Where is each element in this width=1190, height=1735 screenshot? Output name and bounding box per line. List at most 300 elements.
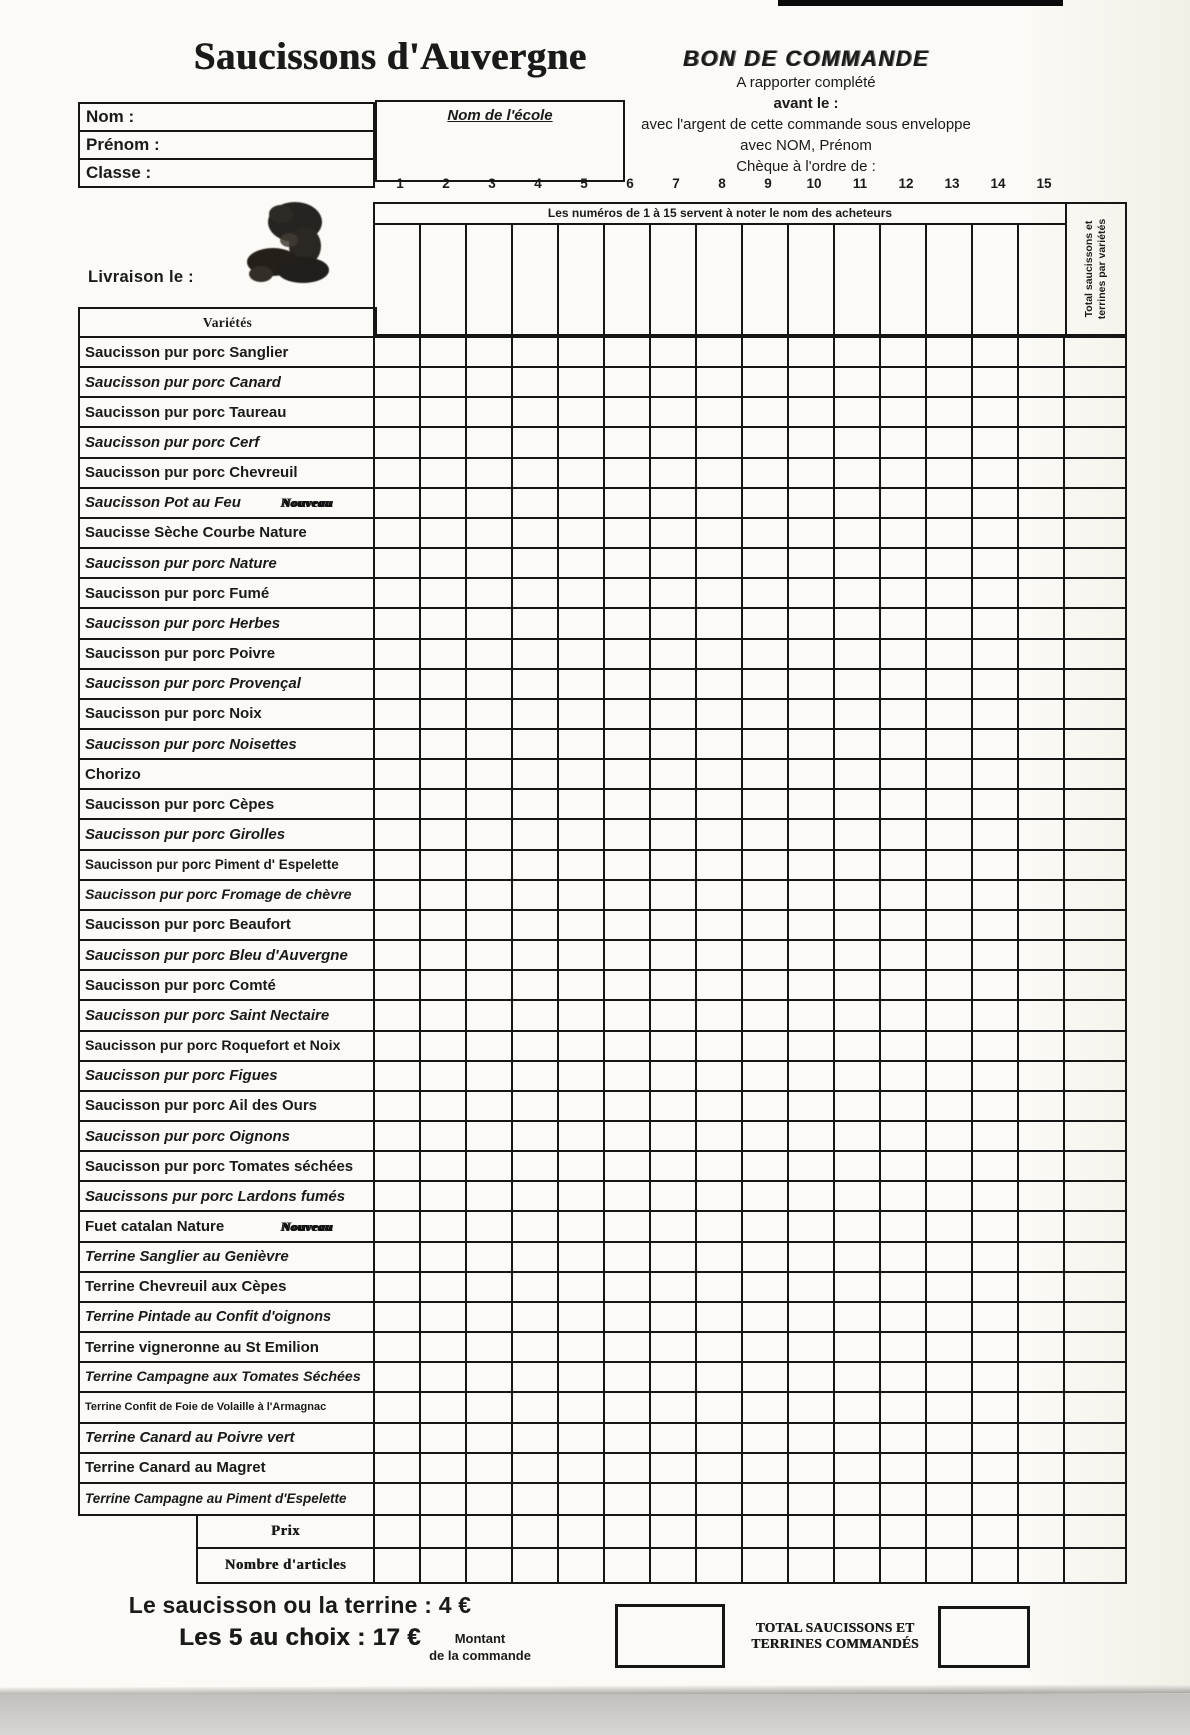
count-cell[interactable] [605,1549,651,1582]
qty-cell[interactable] [973,1182,1019,1212]
qty-cell[interactable] [789,941,835,971]
qty-cell[interactable] [651,1152,697,1182]
qty-cell[interactable] [881,640,927,670]
qty-cell[interactable] [467,1062,513,1092]
qty-cell[interactable] [927,1424,973,1454]
qty-cell[interactable] [1019,911,1065,941]
qty-cell[interactable] [605,971,651,1001]
qty-cell[interactable] [881,820,927,850]
qty-cell[interactable] [697,1182,743,1212]
qty-cell[interactable] [835,489,881,519]
qty-cell[interactable] [651,1122,697,1152]
qty-cell[interactable] [973,700,1019,730]
qty-cell[interactable] [513,1393,559,1423]
qty-cell[interactable] [421,1182,467,1212]
qty-cell[interactable] [697,1333,743,1363]
qty-cell[interactable] [927,1092,973,1122]
qty-cell[interactable] [651,911,697,941]
qty-cell[interactable] [467,1273,513,1303]
qty-cell[interactable] [835,911,881,941]
qty-cell[interactable] [605,1484,651,1514]
row-total-cell[interactable] [1065,851,1125,881]
qty-cell[interactable] [835,730,881,760]
qty-cell[interactable] [651,1001,697,1031]
qty-cell[interactable] [743,820,789,850]
qty-cell[interactable] [1019,1393,1065,1423]
order-amount-box[interactable] [615,1604,725,1668]
qty-cell[interactable] [467,670,513,700]
qty-cell[interactable] [697,1363,743,1393]
qty-cell[interactable] [743,790,789,820]
count-cell[interactable] [375,1549,421,1582]
qty-cell[interactable] [835,1454,881,1484]
buyer-name-cell[interactable] [421,225,467,334]
qty-cell[interactable] [421,489,467,519]
qty-cell[interactable] [927,670,973,700]
qty-cell[interactable] [605,670,651,700]
qty-cell[interactable] [743,971,789,1001]
qty-cell[interactable] [697,1484,743,1514]
qty-cell[interactable] [697,941,743,971]
qty-cell[interactable] [973,1484,1019,1514]
qty-cell[interactable] [421,971,467,1001]
qty-cell[interactable] [927,1484,973,1514]
count-cell[interactable] [513,1549,559,1582]
qty-cell[interactable] [697,579,743,609]
qty-cell[interactable] [375,1032,421,1062]
qty-cell[interactable] [651,820,697,850]
row-total-cell[interactable] [1065,670,1125,700]
qty-cell[interactable] [881,1484,927,1514]
qty-cell[interactable] [513,338,559,368]
qty-cell[interactable] [835,1484,881,1514]
buyer-name-cell[interactable] [513,225,559,334]
qty-cell[interactable] [927,519,973,549]
qty-cell[interactable] [559,549,605,579]
count-cell[interactable] [743,1549,789,1582]
qty-cell[interactable] [697,1062,743,1092]
qty-cell[interactable] [513,1122,559,1152]
qty-cell[interactable] [697,489,743,519]
qty-cell[interactable] [881,1001,927,1031]
qty-cell[interactable] [1019,670,1065,700]
qty-cell[interactable] [651,1363,697,1393]
qty-cell[interactable] [513,700,559,730]
qty-cell[interactable] [973,489,1019,519]
row-total-cell[interactable] [1065,640,1125,670]
qty-cell[interactable] [789,790,835,820]
qty-cell[interactable] [881,700,927,730]
qty-cell[interactable] [1019,1484,1065,1514]
price-cell[interactable] [1065,1516,1125,1549]
qty-cell[interactable] [835,820,881,850]
qty-cell[interactable] [605,760,651,790]
qty-cell[interactable] [513,1243,559,1273]
qty-cell[interactable] [881,851,927,881]
qty-cell[interactable] [513,760,559,790]
qty-cell[interactable] [835,1424,881,1454]
buyer-name-cell[interactable] [881,225,927,334]
buyer-name-cell[interactable] [467,225,513,334]
qty-cell[interactable] [789,549,835,579]
qty-cell[interactable] [375,1243,421,1273]
qty-cell[interactable] [697,790,743,820]
qty-cell[interactable] [375,398,421,428]
qty-cell[interactable] [421,670,467,700]
qty-cell[interactable] [927,1182,973,1212]
qty-cell[interactable] [467,1001,513,1031]
qty-cell[interactable] [927,609,973,639]
qty-cell[interactable] [559,790,605,820]
qty-cell[interactable] [605,820,651,850]
qty-cell[interactable] [835,1243,881,1273]
qty-cell[interactable] [835,1363,881,1393]
row-total-cell[interactable] [1065,730,1125,760]
qty-cell[interactable] [559,1032,605,1062]
qty-cell[interactable] [513,730,559,760]
qty-cell[interactable] [467,700,513,730]
qty-cell[interactable] [513,1303,559,1333]
qty-cell[interactable] [513,1484,559,1514]
qty-cell[interactable] [421,851,467,881]
qty-cell[interactable] [697,730,743,760]
qty-cell[interactable] [605,519,651,549]
qty-cell[interactable] [743,338,789,368]
qty-cell[interactable] [789,1454,835,1484]
qty-cell[interactable] [421,790,467,820]
qty-cell[interactable] [421,1484,467,1514]
buyer-name-cell[interactable] [697,225,743,334]
qty-cell[interactable] [789,971,835,1001]
qty-cell[interactable] [605,941,651,971]
qty-cell[interactable] [605,851,651,881]
nom-field[interactable]: Nom : [80,104,373,132]
row-total-cell[interactable] [1065,1062,1125,1092]
qty-cell[interactable] [559,1062,605,1092]
qty-cell[interactable] [421,1363,467,1393]
qty-cell[interactable] [513,851,559,881]
qty-cell[interactable] [743,398,789,428]
qty-cell[interactable] [467,971,513,1001]
qty-cell[interactable] [927,1212,973,1242]
buyer-name-cell[interactable] [651,225,697,334]
qty-cell[interactable] [973,851,1019,881]
qty-cell[interactable] [513,1212,559,1242]
qty-cell[interactable] [651,398,697,428]
qty-cell[interactable] [513,911,559,941]
qty-cell[interactable] [559,1152,605,1182]
qty-cell[interactable] [467,640,513,670]
qty-cell[interactable] [605,1303,651,1333]
qty-cell[interactable] [467,1122,513,1152]
qty-cell[interactable] [605,730,651,760]
qty-cell[interactable] [1019,971,1065,1001]
qty-cell[interactable] [743,760,789,790]
qty-cell[interactable] [835,640,881,670]
qty-cell[interactable] [881,760,927,790]
qty-cell[interactable] [605,338,651,368]
qty-cell[interactable] [881,881,927,911]
count-cell[interactable] [651,1549,697,1582]
qty-cell[interactable] [789,1333,835,1363]
qty-cell[interactable] [605,1454,651,1484]
qty-cell[interactable] [559,851,605,881]
qty-cell[interactable] [651,881,697,911]
qty-cell[interactable] [559,730,605,760]
qty-cell[interactable] [375,760,421,790]
qty-cell[interactable] [973,760,1019,790]
qty-cell[interactable] [1019,368,1065,398]
qty-cell[interactable] [973,1454,1019,1484]
qty-cell[interactable] [881,519,927,549]
qty-cell[interactable] [789,730,835,760]
qty-cell[interactable] [697,338,743,368]
qty-cell[interactable] [927,851,973,881]
qty-cell[interactable] [559,1333,605,1363]
qty-cell[interactable] [697,609,743,639]
qty-cell[interactable] [513,1032,559,1062]
row-total-cell[interactable] [1065,1182,1125,1212]
qty-cell[interactable] [513,790,559,820]
qty-cell[interactable] [743,459,789,489]
qty-cell[interactable] [513,1062,559,1092]
qty-cell[interactable] [421,459,467,489]
qty-cell[interactable] [973,730,1019,760]
qty-cell[interactable] [835,428,881,458]
qty-cell[interactable] [743,1032,789,1062]
count-cell[interactable] [789,1549,835,1582]
qty-cell[interactable] [421,1454,467,1484]
qty-cell[interactable] [697,851,743,881]
qty-cell[interactable] [421,1062,467,1092]
qty-cell[interactable] [605,1273,651,1303]
qty-cell[interactable] [467,760,513,790]
qty-cell[interactable] [651,1032,697,1062]
qty-cell[interactable] [421,911,467,941]
qty-cell[interactable] [697,911,743,941]
qty-cell[interactable] [605,1424,651,1454]
qty-cell[interactable] [973,1303,1019,1333]
qty-cell[interactable] [467,820,513,850]
qty-cell[interactable] [375,519,421,549]
qty-cell[interactable] [651,1182,697,1212]
qty-cell[interactable] [835,1092,881,1122]
qty-cell[interactable] [513,1182,559,1212]
price-cell[interactable] [513,1516,559,1549]
row-total-cell[interactable] [1065,1424,1125,1454]
qty-cell[interactable] [973,971,1019,1001]
qty-cell[interactable] [651,851,697,881]
qty-cell[interactable] [835,1182,881,1212]
qty-cell[interactable] [881,1303,927,1333]
qty-cell[interactable] [1019,609,1065,639]
row-total-cell[interactable] [1065,1484,1125,1514]
qty-cell[interactable] [651,368,697,398]
qty-cell[interactable] [789,820,835,850]
qty-cell[interactable] [375,609,421,639]
price-cell[interactable] [881,1516,927,1549]
qty-cell[interactable] [789,1212,835,1242]
qty-cell[interactable] [743,1424,789,1454]
qty-cell[interactable] [559,1363,605,1393]
qty-cell[interactable] [605,1092,651,1122]
qty-cell[interactable] [973,1032,1019,1062]
qty-cell[interactable] [743,700,789,730]
qty-cell[interactable] [835,760,881,790]
qty-cell[interactable] [973,1092,1019,1122]
qty-cell[interactable] [559,911,605,941]
qty-cell[interactable] [789,609,835,639]
qty-cell[interactable] [789,760,835,790]
qty-cell[interactable] [835,1303,881,1333]
qty-cell[interactable] [605,1182,651,1212]
qty-cell[interactable] [927,1243,973,1273]
qty-cell[interactable] [697,881,743,911]
row-total-cell[interactable] [1065,489,1125,519]
price-cell[interactable] [605,1516,651,1549]
qty-cell[interactable] [743,519,789,549]
qty-cell[interactable] [513,941,559,971]
qty-cell[interactable] [651,1424,697,1454]
qty-cell[interactable] [835,459,881,489]
qty-cell[interactable] [1019,700,1065,730]
qty-cell[interactable] [743,1152,789,1182]
qty-cell[interactable] [375,368,421,398]
row-total-cell[interactable] [1065,549,1125,579]
qty-cell[interactable] [1019,1212,1065,1242]
qty-cell[interactable] [927,338,973,368]
qty-cell[interactable] [881,1032,927,1062]
qty-cell[interactable] [789,1303,835,1333]
row-total-cell[interactable] [1065,1273,1125,1303]
qty-cell[interactable] [375,730,421,760]
qty-cell[interactable] [605,579,651,609]
qty-cell[interactable] [743,911,789,941]
classe-field[interactable]: Classe : [86,163,152,182]
qty-cell[interactable] [421,609,467,639]
qty-cell[interactable] [835,579,881,609]
qty-cell[interactable] [467,338,513,368]
price-cell[interactable] [697,1516,743,1549]
qty-cell[interactable] [605,1243,651,1273]
qty-cell[interactable] [513,428,559,458]
qty-cell[interactable] [559,489,605,519]
qty-cell[interactable] [973,1152,1019,1182]
count-cell[interactable] [835,1549,881,1582]
qty-cell[interactable] [605,609,651,639]
qty-cell[interactable] [1019,640,1065,670]
qty-cell[interactable] [559,1122,605,1152]
qty-cell[interactable] [559,609,605,639]
qty-cell[interactable] [375,1122,421,1152]
qty-cell[interactable] [605,489,651,519]
qty-cell[interactable] [467,911,513,941]
qty-cell[interactable] [881,459,927,489]
row-total-cell[interactable] [1065,1303,1125,1333]
qty-cell[interactable] [973,1212,1019,1242]
qty-cell[interactable] [375,1273,421,1303]
qty-cell[interactable] [697,398,743,428]
qty-cell[interactable] [789,1363,835,1393]
qty-cell[interactable] [881,1092,927,1122]
qty-cell[interactable] [559,1303,605,1333]
qty-cell[interactable] [605,1032,651,1062]
qty-cell[interactable] [743,1454,789,1484]
count-cell[interactable] [881,1549,927,1582]
qty-cell[interactable] [743,1363,789,1393]
row-total-cell[interactable] [1065,428,1125,458]
qty-cell[interactable] [973,1122,1019,1152]
qty-cell[interactable] [835,1122,881,1152]
qty-cell[interactable] [421,881,467,911]
row-total-cell[interactable] [1065,1152,1125,1182]
qty-cell[interactable] [835,1212,881,1242]
qty-cell[interactable] [835,881,881,911]
qty-cell[interactable] [605,1393,651,1423]
qty-cell[interactable] [559,1001,605,1031]
row-total-cell[interactable] [1065,459,1125,489]
qty-cell[interactable] [697,368,743,398]
buyer-name-cell[interactable] [605,225,651,334]
qty-cell[interactable] [375,1212,421,1242]
qty-cell[interactable] [881,368,927,398]
row-total-cell[interactable] [1065,760,1125,790]
qty-cell[interactable] [789,1122,835,1152]
qty-cell[interactable] [927,1454,973,1484]
qty-cell[interactable] [743,368,789,398]
qty-cell[interactable] [467,549,513,579]
qty-cell[interactable] [927,1363,973,1393]
row-total-cell[interactable] [1065,1032,1125,1062]
qty-cell[interactable] [1019,820,1065,850]
buyer-name-cell[interactable] [1019,225,1065,334]
qty-cell[interactable] [421,1273,467,1303]
qty-cell[interactable] [559,1393,605,1423]
qty-cell[interactable] [835,670,881,700]
qty-cell[interactable] [927,911,973,941]
qty-cell[interactable] [421,1001,467,1031]
qty-cell[interactable] [1019,1424,1065,1454]
qty-cell[interactable] [421,1152,467,1182]
row-total-cell[interactable] [1065,1001,1125,1031]
qty-cell[interactable] [743,1303,789,1333]
row-total-cell[interactable] [1065,1393,1125,1423]
qty-cell[interactable] [927,459,973,489]
qty-cell[interactable] [513,820,559,850]
qty-cell[interactable] [605,700,651,730]
qty-cell[interactable] [375,1424,421,1454]
qty-cell[interactable] [651,790,697,820]
qty-cell[interactable] [789,1182,835,1212]
qty-cell[interactable] [467,1393,513,1423]
qty-cell[interactable] [881,579,927,609]
qty-cell[interactable] [375,1484,421,1514]
qty-cell[interactable] [927,368,973,398]
qty-cell[interactable] [559,760,605,790]
qty-cell[interactable] [651,640,697,670]
qty-cell[interactable] [375,1363,421,1393]
qty-cell[interactable] [651,1273,697,1303]
qty-cell[interactable] [651,579,697,609]
qty-cell[interactable] [881,398,927,428]
qty-cell[interactable] [881,1273,927,1303]
qty-cell[interactable] [789,338,835,368]
qty-cell[interactable] [651,730,697,760]
qty-cell[interactable] [927,1333,973,1363]
qty-cell[interactable] [835,1001,881,1031]
qty-cell[interactable] [881,670,927,700]
qty-cell[interactable] [697,700,743,730]
